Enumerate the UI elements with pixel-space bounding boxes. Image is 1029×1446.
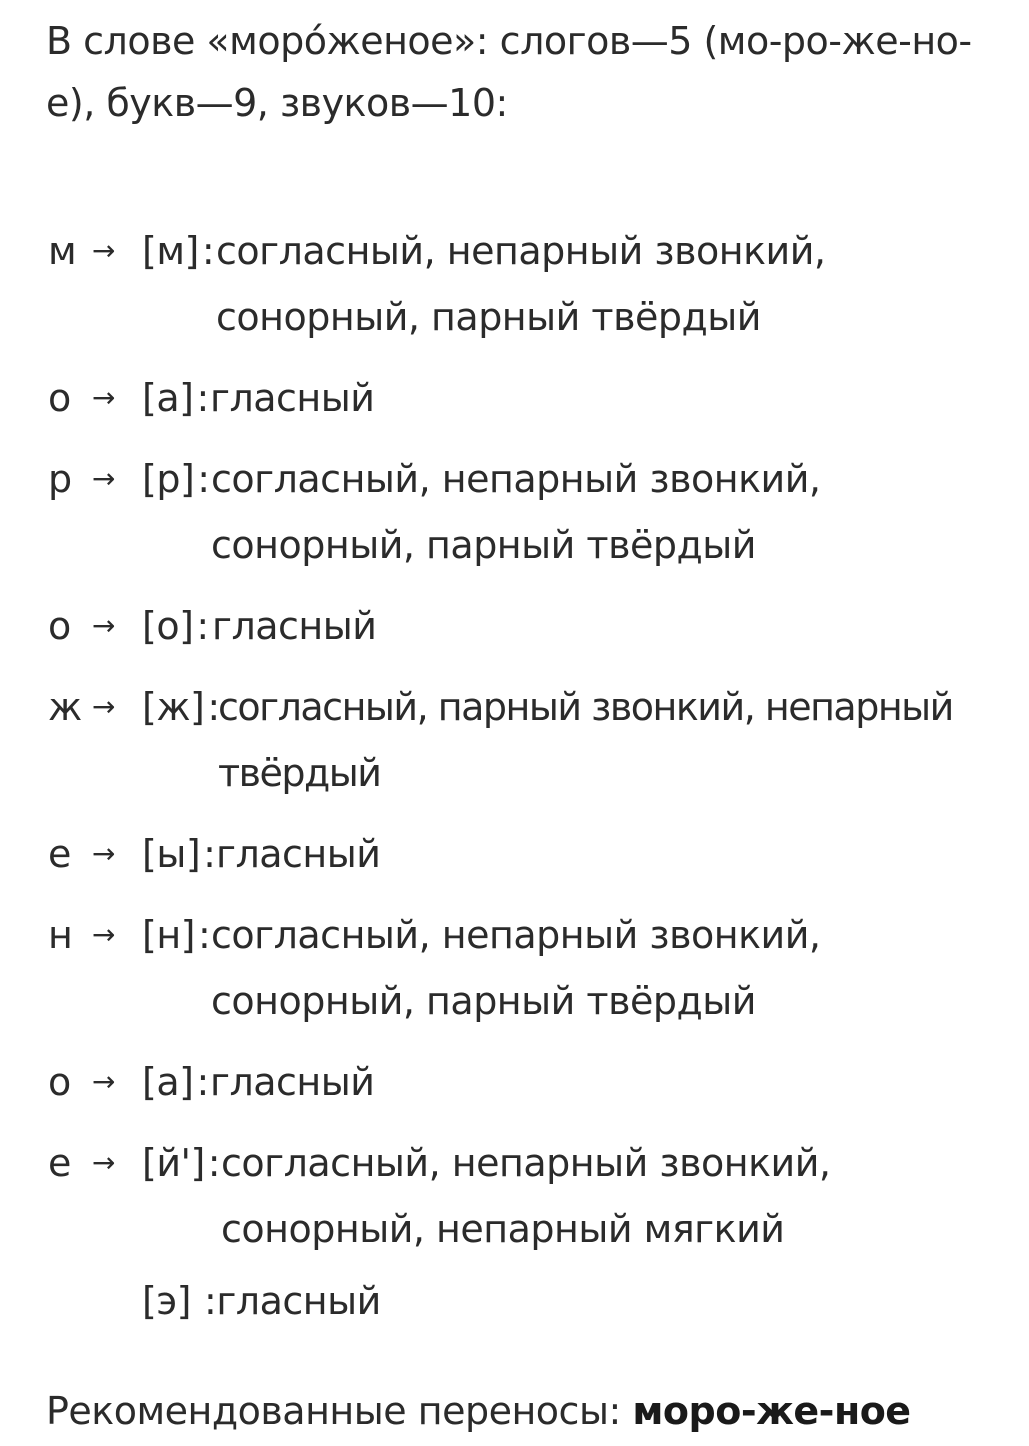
sound-description: согласный, непарный звонкий, сонорный, непарный мягкий <box>221 1141 831 1251</box>
sound-transcription: [э] <box>142 1279 192 1323</box>
sound-transcription: [ы]: <box>142 832 216 876</box>
sound-transcription: [а]: <box>142 1060 209 1104</box>
letter: р <box>48 457 72 501</box>
sound-description: согласный, парный звонкий, непарный твёрдый <box>218 685 953 795</box>
sound-transcription: [н]: <box>142 913 211 957</box>
arrow-icon: → <box>92 837 115 870</box>
arrow-icon: → <box>92 609 115 642</box>
sound-transcription: [о]: <box>142 604 209 648</box>
letter: о <box>48 604 71 648</box>
intro-line-1: В слове «моро́женое»: слогов—5 (мо-ро-же-но- <box>46 19 972 63</box>
sound-transcription: [ж]: <box>142 685 220 729</box>
hyphenation-value: моро-же-ное <box>632 1389 911 1433</box>
intro-text <box>46 10 1006 134</box>
letter: о <box>48 1060 71 1104</box>
sound-transcription: [м]: <box>142 229 215 273</box>
sound-description: гласный <box>210 1060 375 1104</box>
sound-description: гласный <box>216 832 381 876</box>
sound-transcription: [а]: <box>142 376 209 420</box>
sound-description: согласный, непарный звонкий, сонорный, парный твёрдый <box>211 913 821 1023</box>
letter: м <box>48 229 77 273</box>
arrow-icon: → <box>92 1065 115 1098</box>
letter: ж <box>48 685 82 729</box>
intro-line-2: е), букв—9, звуков—10: <box>46 81 508 125</box>
sound-description: согласный, непарный звонкий, сонорный, парный твёрдый <box>211 457 821 567</box>
arrow-icon: → <box>92 918 115 951</box>
hyphenation-label: Рекомендованные переносы: <box>46 1389 633 1433</box>
arrow-icon: → <box>92 462 115 495</box>
letter: е <box>48 832 71 876</box>
arrow-icon: → <box>92 1146 115 1179</box>
arrow-icon: → <box>92 234 115 267</box>
letter: е <box>48 1141 71 1185</box>
sound-description: гласный <box>210 376 375 420</box>
arrow-icon: → <box>92 690 115 723</box>
sound-transcription: [й']: <box>142 1141 221 1185</box>
sound-description: гласный <box>212 604 377 648</box>
arrow-icon: → <box>92 381 115 414</box>
letter: о <box>48 376 71 420</box>
letter: н <box>48 913 73 957</box>
sound-description: :гласный <box>204 1279 381 1323</box>
sound-transcription: [р]: <box>142 457 210 501</box>
sound-description: согласный, непарный звонкий, сонорный, парный твёрдый <box>216 229 826 339</box>
hyphenation-note <box>46 1378 911 1444</box>
